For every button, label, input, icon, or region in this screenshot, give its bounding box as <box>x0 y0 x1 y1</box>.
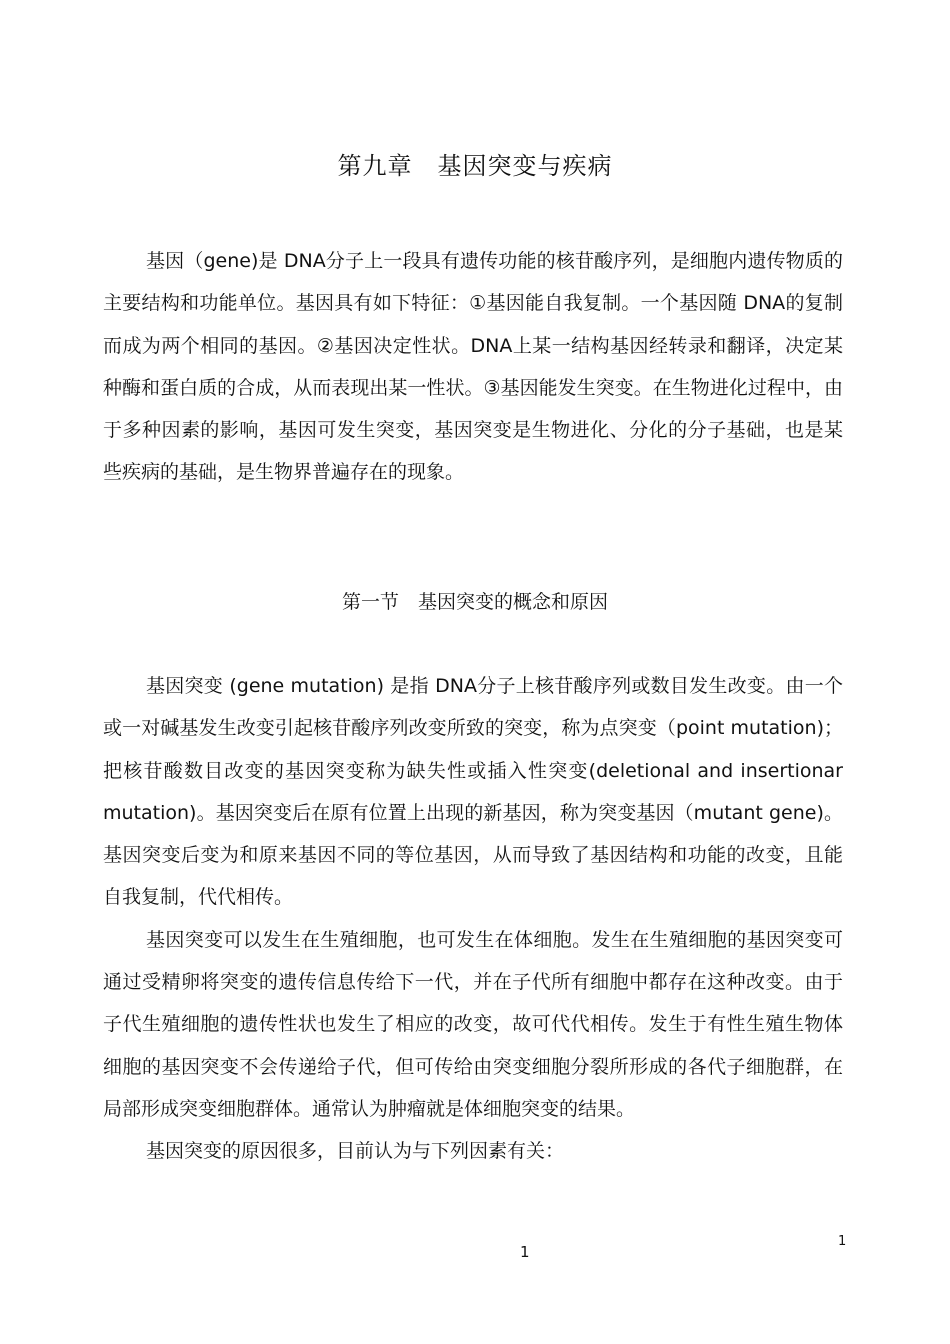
section-paragraph-cell-types: 基因突变可以发生在生殖细胞，也可发生在体细胞。发生在生殖细胞的基因突变可通过受精卵将突变的遗传信息传给下一代，并在子代所有细胞中都存在这种改变。由于子代生殖细胞的遗传性状也发生了相应的改变，故可代代相传。发生于有性生殖生物体细胞的基因突变不会传递给子代，但可传给由突变细胞分裂所形成的各代子细胞群，在局部形成突变细胞群体。通常认为肿瘤就是体细胞突变的结果。 <box>103 928 843 1120</box>
page-number: 1 <box>520 1243 530 1261</box>
chapter-title: 第九章 基因突变与疾病 <box>337 152 613 180</box>
section-text-block <box>103 665 843 1173</box>
intro-paragraph: 基因（gene)是 DNA分子上一段具有遗传功能的核苷酸序列，是细胞内遗传物质的主要结构和功能单位。基因具有如下特征：①基因能自我复制。一个基因随 DNA的复制而成为两个相同的基因。②基因决定性状。DNA上某一结构基因经转录和翻译，决定某种酶和蛋白质的合成，从而表现出某一性状。③基因能发生突变。在生物进化过程中，由于多种因素的影响，基因可发生突变，基因突变是生物进化、分化的分子基础，也是某些疾病的基础，是生物界普遍存在的现象。 <box>103 250 843 484</box>
corner-page-number: 1 <box>838 1234 847 1249</box>
intro-text-block <box>103 240 843 494</box>
section-paragraph-causes: 基因突变的原因很多，目前认为与下列因素有关： <box>146 1140 565 1163</box>
section-title: 第一节 基因突变的概念和原因 <box>341 591 608 613</box>
section-paragraph-definition: 基因突变 (gene mutation) 是指 DNA分子上核苷酸序列或数目发生改变。由一个或一对碱基发生改变引起核苷酸序列改变所致的突变，称为点突变（point mutation)；把核苷酸数目改变的基因突变称为缺失性或插入性突变(deletional and insertionar mutation)。基因突变后在原有位置上出现的新基因，称为突变基因（mutant gene)。基因突变后变为和原来基因不同的等位基因，从而导致了基因结构和功能的改变，且能自我复制，代代相传。 <box>103 675 843 909</box>
